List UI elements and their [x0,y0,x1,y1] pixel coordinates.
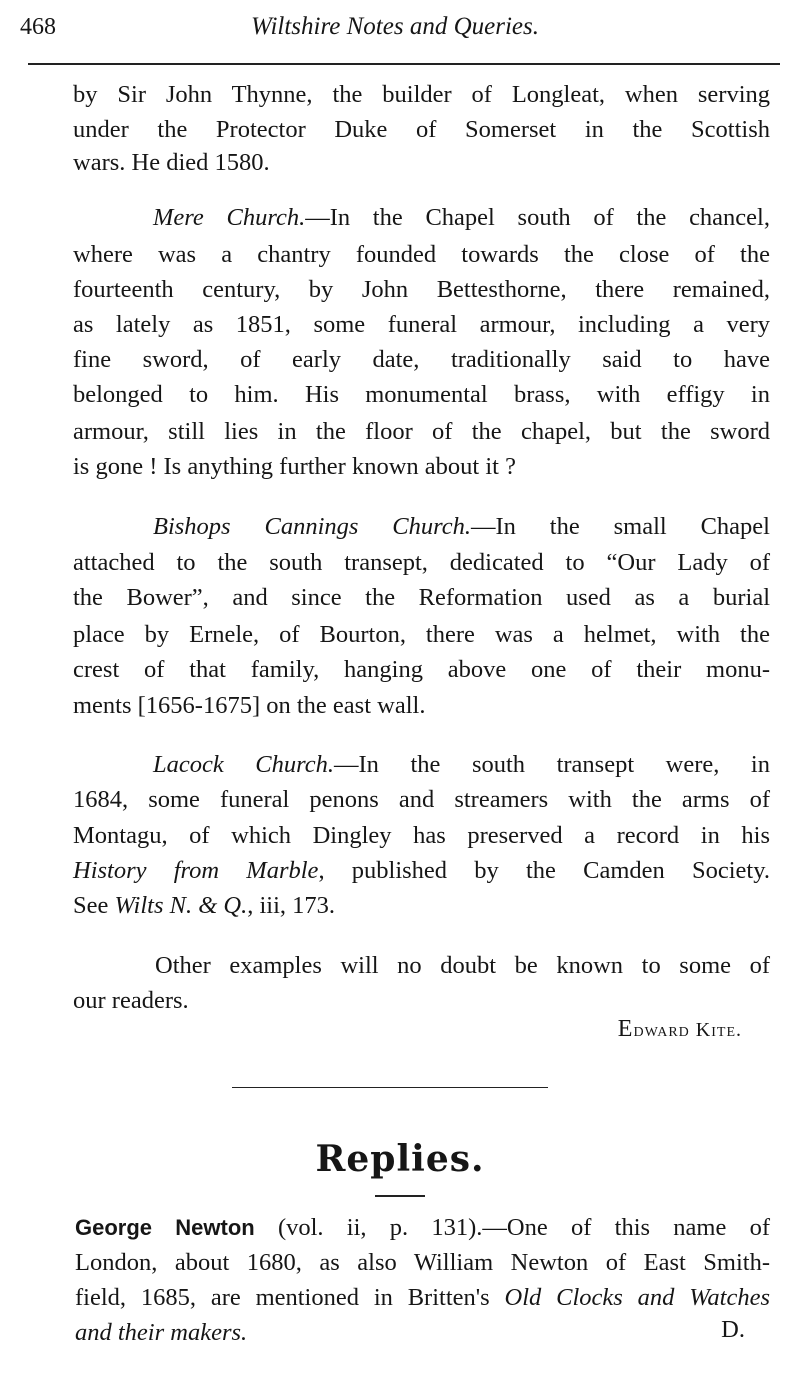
italic-text: Lacock Church. [153,751,335,778]
text-span: by Sir John Thynne, the builder of Longleat, when serving [73,81,770,108]
text-line [73,238,770,272]
text-line [73,308,770,342]
text-line [73,546,770,580]
text-line [153,510,770,544]
text-line [73,378,770,412]
text-span: Montagu, of which Dingley has preserved a record in his [73,822,770,849]
text-span: ments [1656-1675] on the east wall. [73,692,426,719]
heading-rule [375,1195,425,1197]
section-heading: Replies. [315,1138,485,1180]
header-rule [28,63,780,65]
text-line [75,1211,770,1245]
text-span: (vol. ii, p. 131).—One of this name of [254,1214,771,1241]
text-line [73,273,770,307]
text-line [73,581,770,615]
text-span: —In the Chapel south of the chancel, [305,204,770,231]
italic-text: Mere Church. [153,204,306,231]
text-line [73,343,770,377]
text-line [73,819,770,853]
italic-text: and their makers. [75,1319,248,1346]
text-span: our readers. [73,987,189,1014]
text-line [73,78,770,112]
text-line [73,653,770,687]
text-line [75,1246,770,1280]
text-span: See [73,892,115,919]
text-line [153,201,770,235]
text-line [73,984,189,1018]
reply-signature: D. [721,1316,745,1343]
text-span: where was a chantry founded towards the close of the [73,241,770,268]
signature: Edward Kite. [617,1016,742,1042]
text-line [73,689,425,723]
text-line [73,415,770,449]
text-line [73,618,770,652]
text-span: fine sword, of early date, traditionally said to have [73,346,770,373]
italic-text: Old Clocks and Watches [504,1284,770,1311]
text-line [73,889,335,923]
text-span: the Bower”, and since the Reformation used as a burial [73,584,770,611]
text-span: belonged to him. His monumental brass, with effigy in [73,381,770,408]
text-line [155,949,770,983]
text-span: under the Protector Duke of Somerset in the Scottish [73,116,770,143]
italic-text: Bishops Cannings Church. [153,513,472,540]
text-line [73,854,770,888]
text-span: fourteenth century, by John Bettesthorne, there remained, [73,276,770,303]
text-span: as lately as 1851, some funeral armour, including a very [73,311,770,338]
text-span: London, about 1680, as also William Newton of East Smith- [75,1249,770,1276]
text-line [73,783,770,817]
italic-text: Wilts N. & Q. [114,892,248,919]
text-line [73,146,270,180]
text-span: —In the south transept were, in [334,751,770,778]
text-span: is gone ! Is anything further known about it ? [73,453,516,480]
page-number: 468 [20,14,56,40]
text-span: crest of that family, hanging above one of their monu- [73,656,770,683]
text-span: armour, still lies in the floor of the chapel, but the sword [73,418,770,445]
section-divider [232,1087,548,1088]
text-span: Other examples will no doubt be known to some of [155,952,770,979]
text-line [75,1281,770,1315]
text-span: place by Ernele, of Bourton, there was a helmet, with the [73,621,770,648]
text-span: —In the small Chapel [471,513,770,540]
text-span: , published by the Camden Society. [318,857,771,884]
text-span: 1684, some funeral penons and streamers with the arms of [73,786,770,813]
italic-text: History from Marble [73,857,319,884]
text-span: , iii, 173. [247,892,336,919]
text-line [153,748,770,782]
running-title: Wiltshire Notes and Queries. [251,13,539,40]
text-span: wars. He died 1580. [73,149,270,176]
text-span: field, 1685, are mentioned in Britten's [75,1284,505,1311]
bold-text: George Newton [75,1215,255,1240]
text-line [75,1316,247,1350]
text-line [73,450,516,484]
text-line [73,113,770,147]
text-span: attached to the south transept, dedicated to “Our Lady of [73,549,770,576]
